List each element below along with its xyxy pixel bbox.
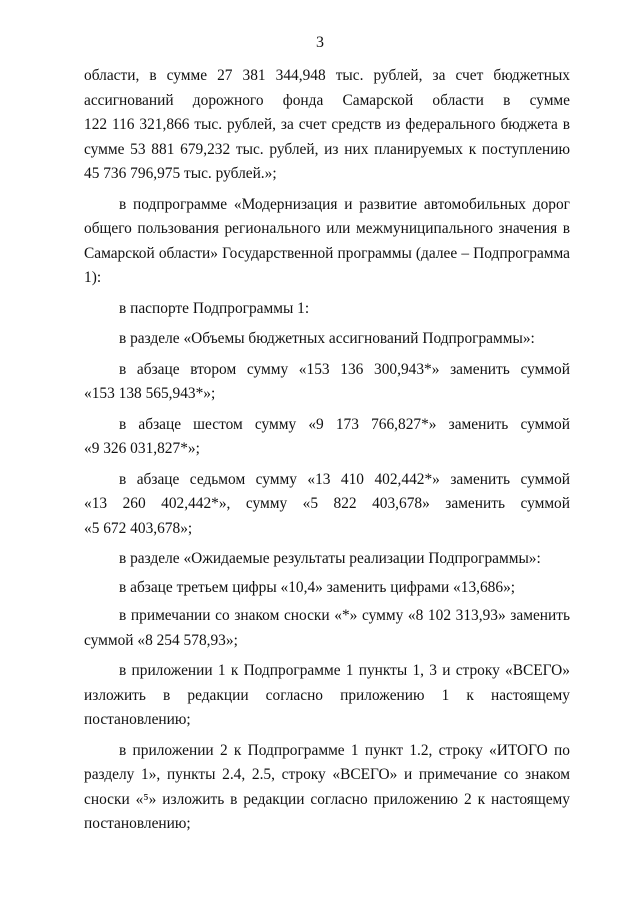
text-line: сноски «⁵» изложить в редакции согласно приложению 2 к настоящему [84,790,570,808]
text-line: в приложении 1 к Подпрограмме 1 пункты 1, 3 и строку «ВСЕГО» [119,662,570,679]
page-number: 3 [316,34,324,51]
paragraph-results-section [84,547,570,572]
text-line: ассигнований дорожного фонда Самарской области в сумме [84,91,570,109]
text-line: общего пользования регионального или межмуниципального значения в [84,220,570,237]
text-line: в абзаце седьмом сумму «13 410 402,442*» заменить суммой [119,470,570,488]
paragraph-third-indent [84,576,570,601]
text-line: в приложении 2 к Подпрограмме 1 пункт 1.2, строку «ИТОГО по [119,741,570,759]
text-line: «13 260 402,442*», сумму «5 822 403,678» заменить суммой [84,495,570,512]
text-line: в подпрограмме «Модернизация и развитие автомобильных дорог [119,195,570,213]
paragraph-budget-continuation [84,64,570,187]
text-line: области, в сумме 27 381 344,948 тыс. рублей, за счет бюджетных [84,67,570,84]
paragraph-appendix-1 [84,659,570,733]
text-line: изложить в редакции согласно приложению 1 к настоящему [84,686,570,704]
text-line: «5 672 403,678»; [84,519,193,537]
text-line: сумме 53 881 679,232 тыс. рублей, из них планируемых к поступлению [84,140,570,158]
text-line: суммой «8 254 578,93»; [84,631,238,649]
paragraph-subprogram-intro [84,193,570,291]
text-line: постановлению; [84,711,191,728]
document-body [84,64,570,837]
paragraph-seventh-indent [84,468,570,542]
text-line: в примечании со знаком сноски «*» сумму «8 102 313,93» заменить [119,607,570,624]
text-line: «153 138 565,943*»; [84,385,216,402]
text-line: в абзаце третьем цифры «10,4» заменить цифрами «13,686»; [119,578,516,596]
paragraph-second-indent [84,358,570,407]
paragraph-passport [84,297,570,322]
text-line: 45 736 796,975 тыс. рублей.»; [84,165,277,182]
text-line: в абзаце шестом сумму «9 173 766,827*» заменить суммой [119,415,570,433]
paragraph-footnote-note [84,604,570,653]
text-line: Самарской области» Государственной программы (далее – Подпрограмма 1): [84,244,570,286]
text-line: в паспорте Подпрограммы 1: [119,299,310,317]
paragraph-appendix-2 [84,739,570,837]
paragraph-sixth-indent [84,413,570,462]
paragraph-budget-section [84,327,570,352]
text-line: 122 116 321,866 тыс. рублей, за счет средств из федерального бюджета в [84,116,570,133]
text-line: в разделе «Объемы бюджетных ассигнований Подпрограммы»: [119,330,535,347]
text-line: постановлению; [84,815,191,832]
text-line: в абзаце втором сумму «153 136 300,943*» заменить суммой [119,360,570,378]
text-line: разделу 1», пункты 2.4, 2.5, строку «ВСЕГО» и примечание со знаком [84,766,570,783]
text-line: «9 326 031,827*»; [84,440,200,457]
text-line: в разделе «Ожидаемые результаты реализации Подпрограммы»: [119,550,541,567]
